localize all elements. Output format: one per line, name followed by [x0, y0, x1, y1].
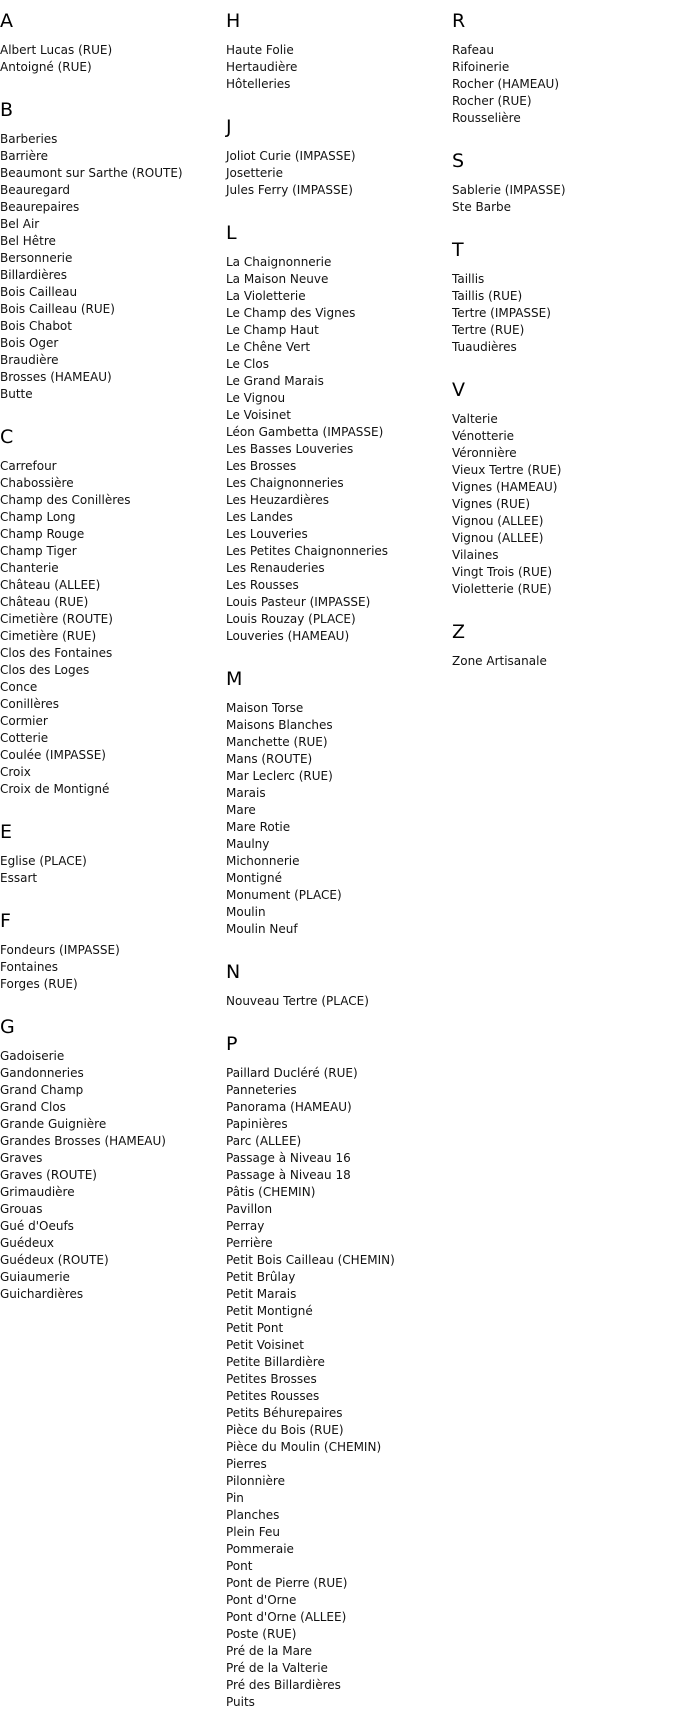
street-list: [226, 42, 452, 93]
street-list-item[interactable]: Mare: [226, 803, 256, 817]
street-list-item[interactable]: Maulny: [226, 837, 270, 851]
street-list-item[interactable]: Cormier: [0, 714, 48, 728]
street-list-item[interactable]: Les Renauderies: [226, 561, 325, 575]
street-list-item[interactable]: Pré de la Mare: [226, 1644, 312, 1658]
section-j: [226, 115, 452, 199]
street-list-item[interactable]: Graves: [0, 1151, 43, 1165]
section-letter-heading: G: [0, 1016, 15, 1038]
street-list-item[interactable]: Champ Tiger: [0, 544, 77, 558]
street-list-item[interactable]: Le Grand Marais: [226, 374, 324, 388]
section-r: [452, 9, 675, 127]
street-list: [0, 942, 225, 993]
section-p: [226, 1032, 452, 1711]
street-list-item[interactable]: Monument (PLACE): [226, 888, 342, 902]
street-list-item[interactable]: Albert Lucas (RUE): [0, 43, 113, 57]
street-list: [452, 42, 675, 127]
street-list-item[interactable]: Poste (RUE): [226, 1627, 297, 1641]
street-list-item[interactable]: Perrière: [226, 1236, 273, 1250]
street-list-item[interactable]: Petits Béhurepaires: [226, 1406, 343, 1420]
street-list-item[interactable]: Pré des Billardières: [226, 1678, 341, 1692]
street-list-item[interactable]: Zone Artisanale: [452, 654, 547, 668]
street-list-item[interactable]: Fontaines: [0, 960, 59, 974]
section-c: [0, 425, 225, 798]
street-list-item[interactable]: La Chaignonnerie: [226, 255, 332, 269]
street-list-item[interactable]: Guichardières: [0, 1287, 84, 1301]
street-list-item[interactable]: Champ Long: [0, 510, 76, 524]
street-list-item[interactable]: Montigné: [226, 871, 282, 885]
street-list-item[interactable]: Pierres: [226, 1457, 267, 1471]
street-list-item[interactable]: Tuaudières: [452, 340, 517, 354]
street-list-item[interactable]: Vénotterie: [452, 429, 515, 443]
street-list-item[interactable]: Eglise (PLACE): [0, 854, 87, 868]
street-list: [0, 853, 225, 887]
street-list-item[interactable]: Hertaudière: [226, 60, 298, 74]
street-list-item[interactable]: Tertre (RUE): [452, 323, 525, 337]
street-list-item[interactable]: Petit Bois Cailleau (CHEMIN): [226, 1253, 395, 1267]
street-list-item[interactable]: Les Petites Chaignonneries: [226, 544, 389, 558]
section-s: [452, 149, 675, 216]
column-1: [0, 0, 225, 1325]
street-list-item[interactable]: Bel Air: [0, 217, 40, 231]
street-list-item[interactable]: Rousselière: [452, 111, 521, 125]
street-list-item[interactable]: Pavillon: [226, 1202, 273, 1216]
street-list-item[interactable]: Beaumont sur Sarthe (ROUTE): [0, 166, 183, 180]
street-list-item[interactable]: Le Chêne Vert: [226, 340, 311, 354]
street-list-item[interactable]: Champ Rouge: [0, 527, 85, 541]
column-3: [452, 0, 675, 692]
street-list-item[interactable]: Cimetière (ROUTE): [0, 612, 113, 626]
street-list-item[interactable]: Grand Champ: [0, 1083, 84, 1097]
section-v: [452, 378, 675, 598]
street-list-item[interactable]: Manchette (RUE): [226, 735, 328, 749]
street-list-item[interactable]: Ste Barbe: [452, 200, 512, 214]
street-list: [452, 653, 675, 670]
street-list-item[interactable]: Croix: [0, 765, 31, 779]
street-list-item[interactable]: Grouas: [0, 1202, 43, 1216]
street-list-item[interactable]: Pin: [226, 1491, 244, 1505]
street-list-item[interactable]: Louis Pasteur (IMPASSE): [226, 595, 371, 609]
street-list: [0, 42, 225, 76]
street-list-item[interactable]: Grimaudière: [0, 1185, 75, 1199]
street-list-item[interactable]: Petites Rousses: [226, 1389, 320, 1403]
street-list-item[interactable]: Pâtis (CHEMIN): [226, 1185, 316, 1199]
section-n: [226, 960, 452, 1010]
street-list-item[interactable]: Le Clos: [226, 357, 269, 371]
street-list-item[interactable]: Petit Montigné: [226, 1304, 313, 1318]
street-list-item[interactable]: Les Heuzardières: [226, 493, 329, 507]
street-list-item[interactable]: Bois Oger: [0, 336, 59, 350]
section-letter-heading: J: [226, 116, 232, 138]
street-list-item[interactable]: Brosses (HAMEAU): [0, 370, 112, 384]
street-list-item[interactable]: Les Chaignonneries: [226, 476, 344, 490]
section-z: [452, 620, 675, 670]
street-list-item[interactable]: La Violetterie: [226, 289, 306, 303]
section-e: [0, 820, 225, 887]
street-list-item[interactable]: Grandes Brosses (HAMEAU): [0, 1134, 166, 1148]
street-list-item[interactable]: Haute Folie: [226, 43, 294, 57]
street-list-item[interactable]: Graves (ROUTE): [0, 1168, 97, 1182]
street-list-item[interactable]: Véronnière: [452, 446, 517, 460]
street-list-item[interactable]: Fondeurs (IMPASSE): [0, 943, 120, 957]
street-list-item[interactable]: Perray: [226, 1219, 265, 1233]
street-list: [226, 993, 452, 1010]
section-letter-heading: V: [452, 379, 465, 401]
street-list-item[interactable]: Taillis (RUE): [452, 289, 523, 303]
street-list-item[interactable]: Clos des Fontaines: [0, 646, 113, 660]
street-list-item[interactable]: Billardières: [0, 268, 67, 282]
street-list-item[interactable]: Cimetière (RUE): [0, 629, 97, 643]
street-list-item[interactable]: Croix de Montigné: [0, 782, 110, 796]
section-letter-heading: N: [226, 961, 241, 983]
street-list-item[interactable]: Joliot Curie (IMPASSE): [226, 149, 356, 163]
street-list-item[interactable]: Panorama (HAMEAU): [226, 1100, 352, 1114]
street-list-item[interactable]: La Maison Neuve: [226, 272, 329, 286]
section-letter-heading: C: [0, 426, 14, 448]
street-list-item[interactable]: Pont: [226, 1559, 253, 1573]
street-list-item[interactable]: Michonnerie: [226, 854, 300, 868]
street-list-item[interactable]: Château (ALLEE): [0, 578, 101, 592]
street-list-item[interactable]: Chabossière: [0, 476, 74, 490]
section-letter-heading: H: [226, 10, 241, 32]
street-list-item[interactable]: Les Louveries: [226, 527, 308, 541]
street-list-item[interactable]: Rafeau: [452, 43, 494, 57]
section-letter-heading: L: [226, 222, 237, 244]
street-list-item[interactable]: Petite Billardière: [226, 1355, 325, 1369]
street-list-item[interactable]: Violetterie (RUE): [452, 582, 552, 596]
street-list-item[interactable]: Mar Leclerc (RUE): [226, 769, 333, 783]
street-list-item[interactable]: Valterie: [452, 412, 498, 426]
street-list-item[interactable]: Petit Pont: [226, 1321, 284, 1335]
street-list: [0, 1048, 225, 1303]
section-letter-heading: B: [0, 99, 14, 121]
street-list-item[interactable]: Pommeraie: [226, 1542, 294, 1556]
street-list-item[interactable]: Petites Brosses: [226, 1372, 317, 1386]
section-letter-heading: Z: [452, 621, 466, 643]
street-list-item[interactable]: Parc (ALLEE): [226, 1134, 302, 1148]
street-list-item[interactable]: Vignou (ALLEE): [452, 531, 544, 545]
street-list-item[interactable]: Bois Cailleau (RUE): [0, 302, 115, 316]
column-2: [226, 0, 452, 1733]
street-list-item[interactable]: Conillères: [0, 697, 60, 711]
street-list-item[interactable]: Puits: [226, 1695, 255, 1709]
street-list-item[interactable]: Pont d'Orne: [226, 1593, 297, 1607]
street-list-item[interactable]: Jules Ferry (IMPASSE): [226, 183, 353, 197]
street-list-item[interactable]: Vignes (RUE): [452, 497, 531, 511]
section-h: [226, 9, 452, 93]
section-letter-heading: P: [226, 1033, 238, 1055]
street-list-item[interactable]: Tertre (IMPASSE): [452, 306, 551, 320]
section-g: [0, 1015, 225, 1303]
street-list-item[interactable]: Le Voisinet: [226, 408, 291, 422]
street-list-item[interactable]: Guédeux: [0, 1236, 54, 1250]
street-list-item[interactable]: Vieux Tertre (RUE): [452, 463, 562, 477]
street-list-item[interactable]: Essart: [0, 871, 38, 885]
street-list-item[interactable]: Sablerie (IMPASSE): [452, 183, 566, 197]
street-list: [226, 1065, 452, 1711]
street-list-item[interactable]: Gadoiserie: [0, 1049, 65, 1063]
street-list-item[interactable]: Grand Clos: [0, 1100, 66, 1114]
street-list-item[interactable]: Cotterie: [0, 731, 49, 745]
street-list-item[interactable]: Josetterie: [226, 166, 283, 180]
street-list-item[interactable]: Vilaines: [452, 548, 499, 562]
street-list-item[interactable]: Antoigné (RUE): [0, 60, 92, 74]
street-list-item[interactable]: Beaurepaires: [0, 200, 80, 214]
street-list-item[interactable]: Léon Gambetta (IMPASSE): [226, 425, 384, 439]
street-list: [452, 411, 675, 598]
street-list-item[interactable]: Papinières: [226, 1117, 288, 1131]
street-list-item[interactable]: Bois Cailleau: [0, 285, 78, 299]
street-list-item[interactable]: Grande Guignière: [0, 1117, 107, 1131]
street-list-item[interactable]: Conce: [0, 680, 38, 694]
section-f: [0, 909, 225, 993]
street-list-item[interactable]: Les Brosses: [226, 459, 297, 473]
street-list-item[interactable]: Louis Rouzay (PLACE): [226, 612, 356, 626]
street-list-item[interactable]: Barberies: [0, 132, 58, 146]
street-list-item[interactable]: Paillard Ducléré (RUE): [226, 1066, 358, 1080]
street-list-item[interactable]: Plein Feu: [226, 1525, 280, 1539]
street-list-item[interactable]: Petit Voisinet: [226, 1338, 304, 1352]
section-letter-heading: M: [226, 668, 243, 690]
street-list-item[interactable]: Pièce du Moulin (CHEMIN): [226, 1440, 382, 1454]
street-list: [226, 254, 452, 645]
street-list-item[interactable]: Barrière: [0, 149, 49, 163]
street-list-item[interactable]: Nouveau Tertre (PLACE): [226, 994, 369, 1008]
street-list: [0, 131, 225, 403]
street-list-item[interactable]: Bersonnerie: [0, 251, 73, 265]
street-list-item[interactable]: Les Basses Louveries: [226, 442, 354, 456]
street-list-item[interactable]: Carrefour: [0, 459, 57, 473]
street-list-item[interactable]: Les Rousses: [226, 578, 299, 592]
section-b: [0, 98, 225, 403]
street-list-item[interactable]: Gué d'Oeufs: [0, 1219, 74, 1233]
street-list-item[interactable]: Panneteries: [226, 1083, 297, 1097]
street-list-item[interactable]: Champ des Conillères: [0, 493, 131, 507]
street-list-item[interactable]: Pièce du Bois (RUE): [226, 1423, 344, 1437]
street-list-item[interactable]: Pré de la Valterie: [226, 1661, 328, 1675]
street-list-item[interactable]: Vignes (HAMEAU): [452, 480, 558, 494]
street-list-item[interactable]: Les Landes: [226, 510, 293, 524]
street-list-item[interactable]: Bois Chabot: [0, 319, 72, 333]
street-list-item[interactable]: Pont de Pierre (RUE): [226, 1576, 348, 1590]
street-list-item[interactable]: Pont d'Orne (ALLEE): [226, 1610, 347, 1624]
section-letter-heading: T: [452, 239, 464, 261]
street-list-item[interactable]: Forges (RUE): [0, 977, 78, 991]
street-list-item[interactable]: Petit Marais: [226, 1287, 297, 1301]
street-list-item[interactable]: Bel Hêtre: [0, 234, 56, 248]
street-list: [226, 700, 452, 938]
section-m: [226, 667, 452, 938]
section-letter-heading: A: [0, 10, 13, 32]
section-l: [226, 221, 452, 645]
street-list-item[interactable]: Coulée (IMPASSE): [0, 748, 106, 762]
section-a: [0, 9, 225, 76]
street-list: [0, 458, 225, 798]
street-list-item[interactable]: Le Champ Haut: [226, 323, 319, 337]
street-list-item[interactable]: Guiaumerie: [0, 1270, 70, 1284]
street-list-item[interactable]: Chanterie: [0, 561, 59, 575]
street-list-item[interactable]: Maison Torse: [226, 701, 304, 715]
street-list-item[interactable]: Château (RUE): [0, 595, 89, 609]
street-list: [226, 148, 452, 199]
street-list-item[interactable]: Marais: [226, 786, 266, 800]
street-list-item[interactable]: Louveries (HAMEAU): [226, 629, 350, 643]
section-letter-heading: F: [0, 910, 11, 932]
street-list-item[interactable]: Beauregard: [0, 183, 70, 197]
street-list-item[interactable]: Gandonneries: [0, 1066, 84, 1080]
street-list-item[interactable]: Passage à Niveau 18: [226, 1168, 351, 1182]
street-list-item[interactable]: Moulin: [226, 905, 266, 919]
street-list-item[interactable]: Le Champ des Vignes: [226, 306, 356, 320]
street-list-item[interactable]: Guédeux (ROUTE): [0, 1253, 109, 1267]
street-list-item[interactable]: Le Vignou: [226, 391, 286, 405]
street-list-item[interactable]: Braudière: [0, 353, 59, 367]
street-list-item[interactable]: Rifoinerie: [452, 60, 510, 74]
street-list-item[interactable]: Hôtelleries: [226, 77, 291, 91]
street-list-item[interactable]: Butte: [0, 387, 33, 401]
street-list-item[interactable]: Pilonnière: [226, 1474, 285, 1488]
street-list-item[interactable]: Planches: [226, 1508, 280, 1522]
street-list-item[interactable]: Mare Rotie: [226, 820, 291, 834]
street-list-item[interactable]: Maisons Blanches: [226, 718, 333, 732]
section-letter-heading: R: [452, 10, 466, 32]
section-letter-heading: E: [0, 821, 13, 843]
section-t: [452, 238, 675, 356]
street-list-item[interactable]: Clos des Loges: [0, 663, 90, 677]
street-list-item[interactable]: Vingt Trois (RUE): [452, 565, 553, 579]
street-list-item[interactable]: Passage à Niveau 16: [226, 1151, 351, 1165]
street-list-item[interactable]: Rocher (RUE): [452, 94, 532, 108]
street-list-item[interactable]: Moulin Neuf: [226, 922, 298, 936]
street-list-item[interactable]: Petit Brûlay: [226, 1270, 296, 1284]
street-list-item[interactable]: Vignou (ALLEE): [452, 514, 544, 528]
street-list-item[interactable]: Rocher (HAMEAU): [452, 77, 559, 91]
section-letter-heading: S: [452, 150, 465, 172]
street-list-item[interactable]: Taillis: [452, 272, 485, 286]
street-list: [452, 182, 675, 216]
street-list: [452, 271, 675, 356]
street-list-item[interactable]: Mans (ROUTE): [226, 752, 313, 766]
